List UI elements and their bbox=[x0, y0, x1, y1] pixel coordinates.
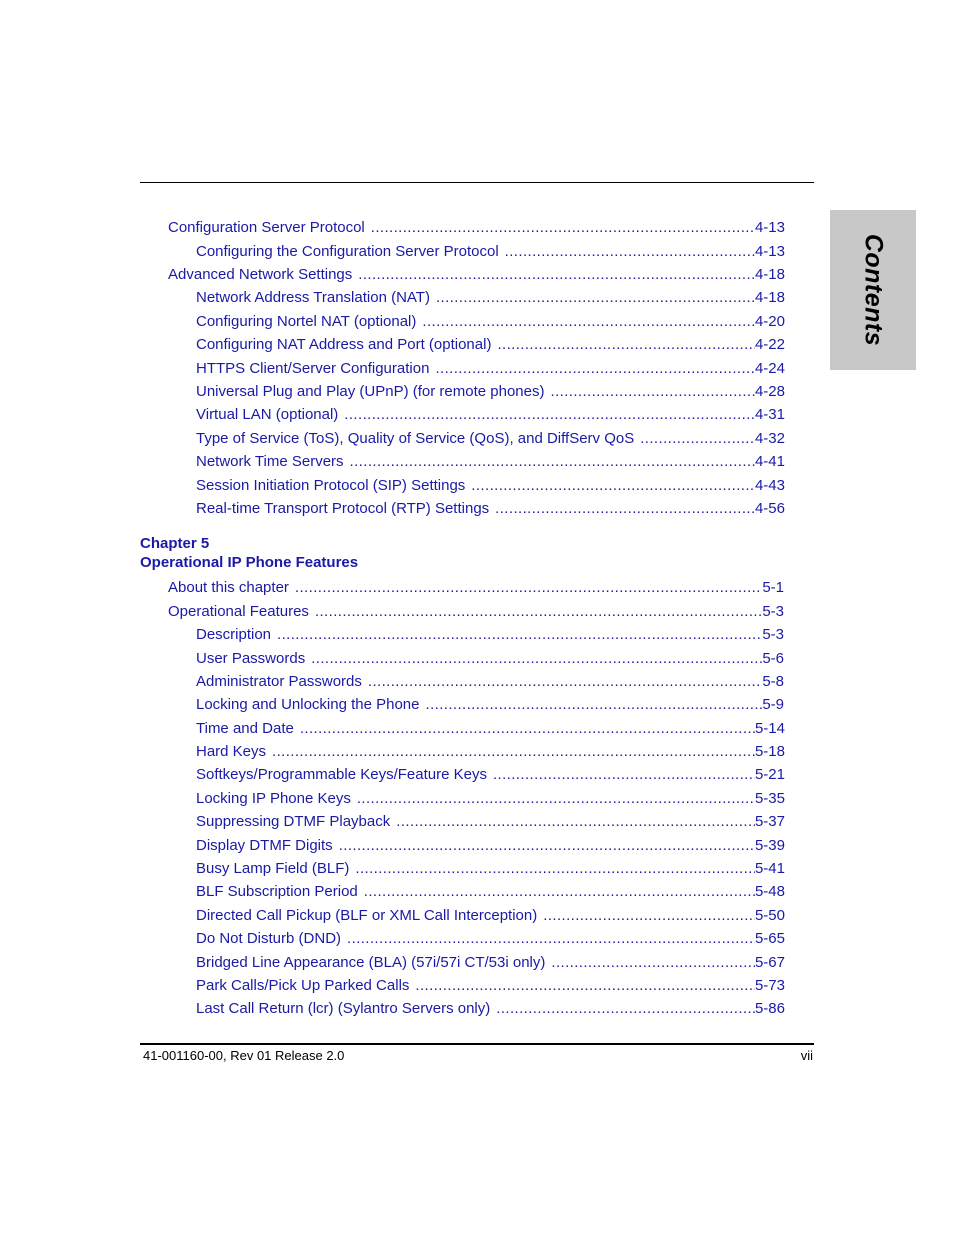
dot-leader bbox=[339, 836, 755, 856]
toc-entry-page: 4-20 bbox=[754, 313, 785, 330]
toc-entry-description[interactable] bbox=[196, 625, 784, 645]
toc-entry-page: 5-67 bbox=[754, 954, 785, 971]
toc-entry-page: 5-37 bbox=[754, 813, 785, 830]
toc-entry-title: Session Initiation Protocol (SIP) Settings bbox=[196, 477, 466, 494]
dot-leader bbox=[435, 359, 755, 379]
dot-leader bbox=[358, 265, 755, 285]
toc-entry-page: 4-22 bbox=[754, 336, 785, 353]
toc-entry-page: 5-9 bbox=[762, 696, 784, 713]
toc-entry-page: 4-43 bbox=[754, 477, 785, 494]
toc-entry-title: Park Calls/Pick Up Parked Calls bbox=[196, 977, 410, 994]
toc-entry-title: Softkeys/Programmable Keys/Feature Keys bbox=[196, 766, 487, 783]
toc-entry-operational-features[interactable] bbox=[168, 602, 784, 622]
toc-entry-title: BLF Subscription Period bbox=[196, 883, 358, 900]
toc-entry-page: 5-39 bbox=[754, 837, 785, 854]
toc-entry-busy-lamp-field[interactable] bbox=[196, 859, 785, 879]
toc-entry-configuring-nortel-nat[interactable] bbox=[196, 312, 785, 332]
dot-leader bbox=[496, 999, 755, 1019]
toc-entry-bridged-line-appearance[interactable] bbox=[196, 953, 785, 973]
toc-entry-page: 4-41 bbox=[754, 453, 785, 470]
dot-leader bbox=[436, 288, 755, 308]
toc-entry-page: 5-1 bbox=[762, 579, 784, 596]
dot-leader bbox=[396, 812, 755, 832]
toc-entry-page: 5-8 bbox=[762, 673, 784, 690]
contents-tab-label: Contents bbox=[859, 233, 888, 347]
toc-entry-configuring-nat-address-port[interactable] bbox=[196, 335, 785, 355]
toc-entry-title: Last Call Return (lcr) (Sylantro Servers only) bbox=[196, 1000, 491, 1017]
toc-entry-configuration-server-protocol[interactable] bbox=[168, 218, 785, 238]
footer-rule bbox=[140, 1043, 814, 1045]
dot-leader bbox=[295, 578, 762, 598]
toc-entry-title: Locking and Unlocking the Phone bbox=[196, 696, 420, 713]
dot-leader bbox=[543, 906, 755, 926]
dot-leader bbox=[505, 242, 755, 262]
toc-entry-title: Locking IP Phone Keys bbox=[196, 790, 351, 807]
toc-entry-do-not-disturb[interactable] bbox=[196, 929, 785, 949]
dot-leader bbox=[493, 765, 755, 785]
toc-entry-title: Configuring Nortel NAT (optional) bbox=[196, 313, 417, 330]
toc-entry-title: Virtual LAN (optional) bbox=[196, 406, 339, 423]
toc-entry-https-client-server[interactable] bbox=[196, 359, 785, 379]
toc-entry-page: 5-35 bbox=[754, 790, 785, 807]
toc-entry-title: Network Time Servers bbox=[196, 453, 344, 470]
toc-entry-page: 5-65 bbox=[754, 930, 785, 947]
toc-entry-advanced-network-settings[interactable] bbox=[168, 265, 785, 285]
dot-leader bbox=[344, 405, 755, 425]
dot-leader bbox=[426, 695, 763, 715]
dot-leader bbox=[315, 602, 762, 622]
toc-entry-locking-ip-phone-keys[interactable] bbox=[196, 789, 785, 809]
toc-entry-title: Description bbox=[196, 626, 272, 643]
toc-entry-page: 5-48 bbox=[754, 883, 785, 900]
toc-entry-page: 5-41 bbox=[754, 860, 785, 877]
dot-leader bbox=[364, 882, 755, 902]
toc-entry-tos-qos-diffserv[interactable] bbox=[196, 429, 785, 449]
dot-leader bbox=[471, 476, 755, 496]
toc-entry-title: Configuring the Configuration Server Protocol bbox=[196, 243, 499, 260]
toc-entry-title: User Passwords bbox=[196, 650, 306, 667]
toc-entry-display-dtmf-digits[interactable] bbox=[196, 836, 785, 856]
dot-leader bbox=[551, 953, 755, 973]
toc-entry-title: Time and Date bbox=[196, 720, 294, 737]
dot-leader bbox=[355, 859, 755, 879]
toc-entry-page: 5-21 bbox=[754, 766, 785, 783]
dot-leader bbox=[497, 335, 755, 355]
toc-entry-title: Hard Keys bbox=[196, 743, 267, 760]
toc-entry-title: Operational Features bbox=[168, 603, 309, 620]
toc-entry-page: 5-73 bbox=[754, 977, 785, 994]
toc-entry-page: 5-14 bbox=[754, 720, 785, 737]
toc-entry-title: HTTPS Client/Server Configuration bbox=[196, 360, 430, 377]
toc-entry-page: 5-3 bbox=[762, 626, 784, 643]
toc-entry-sip-settings[interactable] bbox=[196, 476, 785, 496]
toc-entry-title: Suppressing DTMF Playback bbox=[196, 813, 391, 830]
toc-entry-title: Network Address Translation (NAT) bbox=[196, 289, 430, 306]
dot-leader bbox=[272, 742, 755, 762]
toc-entry-page: 5-50 bbox=[754, 907, 785, 924]
toc-entry-title: About this chapter bbox=[168, 579, 289, 596]
toc-entry-title: Type of Service (ToS), Quality of Service (QoS), and DiffServ QoS bbox=[196, 430, 635, 447]
toc-entry-park-calls[interactable] bbox=[196, 976, 785, 996]
dot-leader bbox=[311, 649, 762, 669]
toc-entry-page: 4-18 bbox=[754, 266, 785, 283]
dot-leader bbox=[368, 672, 762, 692]
toc-entry-hard-keys[interactable] bbox=[196, 742, 785, 762]
dot-leader bbox=[371, 218, 755, 238]
dot-leader bbox=[347, 929, 755, 949]
toc-entry-title: Real-time Transport Protocol (RTP) Settings bbox=[196, 500, 490, 517]
toc-entry-about-this-chapter[interactable] bbox=[168, 578, 784, 598]
dot-leader bbox=[495, 499, 755, 519]
toc-entry-page: 4-13 bbox=[754, 219, 785, 236]
toc-entry-virtual-lan[interactable] bbox=[196, 405, 785, 425]
contents-side-tab bbox=[830, 210, 916, 370]
toc-entry-page: 4-13 bbox=[754, 243, 785, 260]
toc-entry-directed-call-pickup[interactable] bbox=[196, 906, 785, 926]
toc-entry-title: Busy Lamp Field (BLF) bbox=[196, 860, 350, 877]
toc-entry-title: Administrator Passwords bbox=[196, 673, 362, 690]
dot-leader bbox=[422, 312, 755, 332]
toc-entry-title: Universal Plug and Play (UPnP) (for remote phones) bbox=[196, 383, 545, 400]
dot-leader bbox=[300, 719, 755, 739]
toc-entry-title: Advanced Network Settings bbox=[168, 266, 353, 283]
toc-entry-title: Display DTMF Digits bbox=[196, 837, 333, 854]
toc-entry-page: 4-32 bbox=[754, 430, 785, 447]
toc-entry-user-passwords[interactable] bbox=[196, 649, 784, 669]
footer-document-id: 41-001160-00, Rev 01 Release 2.0 bbox=[143, 1048, 345, 1063]
toc-entry-network-address-translation[interactable] bbox=[196, 288, 785, 308]
toc-entry-locking-unlocking-phone[interactable] bbox=[196, 695, 784, 715]
toc-entry-title: Configuration Server Protocol bbox=[168, 219, 365, 236]
toc-entry-page: 5-18 bbox=[754, 743, 785, 760]
toc-entry-rtp-settings[interactable] bbox=[196, 499, 785, 519]
toc-entry-page: 4-56 bbox=[754, 500, 785, 517]
header-rule bbox=[140, 182, 814, 183]
toc-entry-page: 5-3 bbox=[762, 603, 784, 620]
toc-entry-suppressing-dtmf[interactable] bbox=[196, 812, 785, 832]
toc-entry-blf-subscription-period[interactable] bbox=[196, 882, 785, 902]
toc-entry-title: Directed Call Pickup (BLF or XML Call Interception) bbox=[196, 907, 538, 924]
toc-entry-network-time-servers[interactable] bbox=[196, 452, 785, 472]
toc-entry-page: 4-24 bbox=[754, 360, 785, 377]
toc-entry-configuring-configuration-server-protocol[interactable] bbox=[196, 242, 785, 262]
toc-entry-page: 4-31 bbox=[754, 406, 785, 423]
dot-leader bbox=[357, 789, 755, 809]
toc-entry-title: Configuring NAT Address and Port (optional) bbox=[196, 336, 492, 353]
toc-entry-upnp[interactable] bbox=[196, 382, 785, 402]
toc-entry-page: 5-86 bbox=[754, 1000, 785, 1017]
toc-entry-administrator-passwords[interactable] bbox=[196, 672, 784, 692]
chapter-title[interactable]: Operational IP Phone Features bbox=[140, 554, 359, 571]
footer-page-number: vii bbox=[800, 1048, 813, 1063]
toc-entry-page: 4-18 bbox=[754, 289, 785, 306]
toc-entry-last-call-return[interactable] bbox=[196, 999, 785, 1019]
dot-leader bbox=[415, 976, 755, 996]
dot-leader bbox=[551, 382, 755, 402]
dot-leader bbox=[277, 625, 762, 645]
toc-entry-title: Bridged Line Appearance (BLA) (57i/57i CT/53i only) bbox=[196, 954, 546, 971]
dot-leader bbox=[350, 452, 755, 472]
toc-entry-softkeys[interactable] bbox=[196, 765, 785, 785]
chapter-number[interactable]: Chapter 5 bbox=[140, 535, 210, 552]
toc-entry-page: 4-28 bbox=[754, 383, 785, 400]
toc-entry-page: 5-6 bbox=[762, 650, 784, 667]
dot-leader bbox=[640, 429, 755, 449]
toc-entry-time-and-date[interactable] bbox=[196, 719, 785, 739]
toc-entry-title: Do Not Disturb (DND) bbox=[196, 930, 342, 947]
